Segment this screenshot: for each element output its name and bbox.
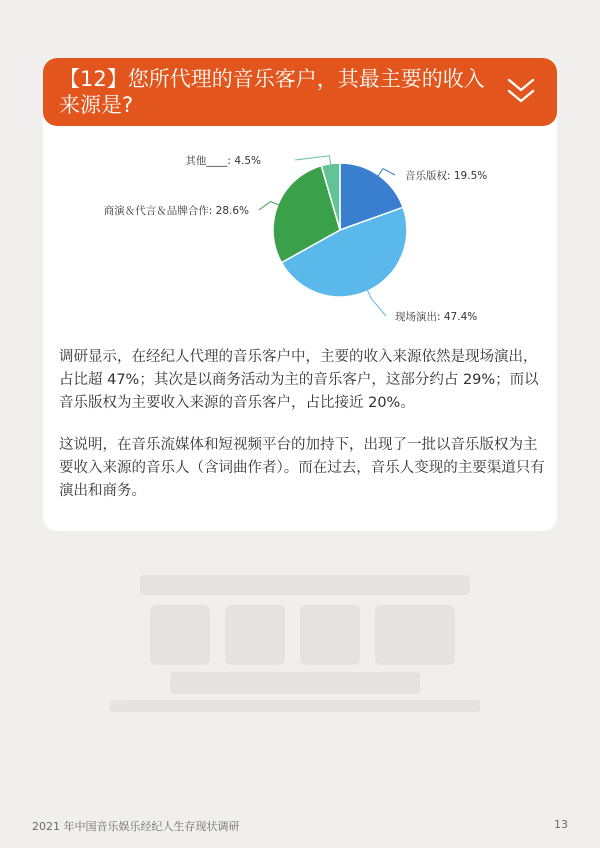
question-card bbox=[43, 58, 557, 531]
analysis-paragraph-1: 调研显示，在经纪人代理的音乐客户中，主要的收入来源依然是现场演出，占比超 47%；其次是以商务活动为主的音乐客户，这部分约占 29%；而以音乐版权为主要收入来源的音乐客户，占比接近 20%。 bbox=[59, 349, 539, 411]
question-header bbox=[43, 58, 557, 126]
income-source-pie-chart bbox=[43, 138, 557, 338]
page-number: 13 bbox=[554, 818, 568, 831]
pie-slice-label: 商演＆代言＆品牌合作: 28.6% bbox=[103, 205, 249, 217]
analysis-paragraph-2: 这说明，在音乐流媒体和短视频平台的加持下，出现了一批以音乐版权为主要收入来源的音乐人（含词曲作者）。而在过去，音乐人变现的主要渠道只有演出和商务。 bbox=[59, 437, 545, 499]
pie-slice-label: 音乐版权: 19.5% bbox=[405, 170, 488, 182]
pie-slice-label: 现场演出: 47.4% bbox=[395, 311, 478, 323]
question-title: 【12】您所代理的音乐客户，其最主要的收入来源是? bbox=[59, 67, 485, 117]
footer-report-title: 2021 年中国音乐娱乐经纪人生存现状调研 bbox=[32, 820, 240, 833]
pie-slice-label: 其他____: 4.5% bbox=[185, 155, 261, 167]
double-chevron-down-icon[interactable] bbox=[505, 76, 537, 106]
